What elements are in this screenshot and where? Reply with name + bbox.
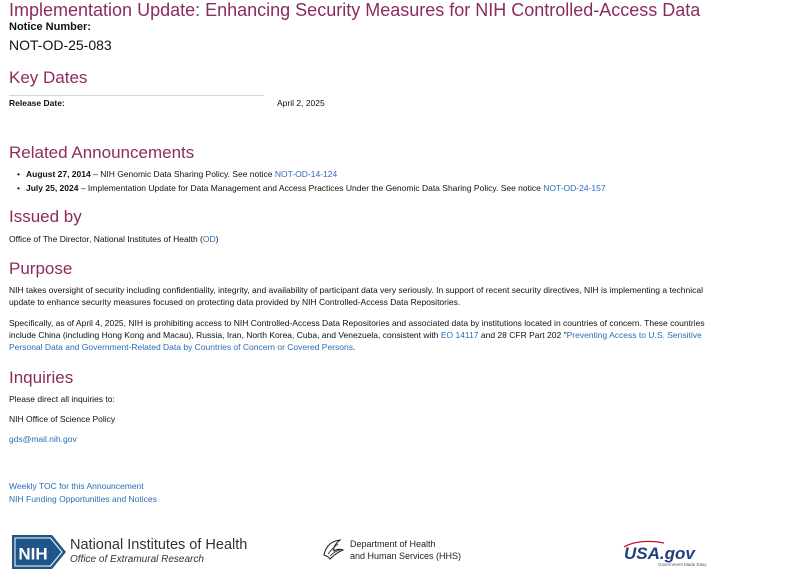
usa-gov-text: USA.gov xyxy=(624,544,695,563)
weekly-toc-link[interactable]: Weekly TOC for this Announcement xyxy=(9,481,144,491)
announcement-text: Implementation Update for Data Management and Access Practices Under the Genomic Data Sharing Policy. See notice xyxy=(87,183,544,193)
hhs-eagle-icon xyxy=(320,537,346,563)
paragraph-line: Specifically, as of April 4, 2025, NIH is prohibiting access to NIH Controlled-Access Data Repositories and associated data by institutions located in countries of concern. These countries xyxy=(9,318,705,328)
related-announcements-list xyxy=(26,167,606,195)
hhs-line-1: Department of Health xyxy=(350,539,436,549)
purpose-paragraph-2 xyxy=(9,317,705,353)
release-date-value: April 2, 2025 xyxy=(277,98,325,108)
issued-by-heading: Issued by xyxy=(9,207,82,226)
paragraph-line: update to enhance security measures focused on protecting data provided by NIH Controlled-Access Data Repositories. xyxy=(9,297,461,307)
inquiries-heading: Inquiries xyxy=(9,368,74,387)
paragraph-line: include China (including Hong Kong and Macau), Russia, Iran, North Korea, Cuba, and Venezuela, consistent with xyxy=(9,330,441,340)
cfr-link[interactable]: Preventing Access to U.S. Sensitive xyxy=(566,330,702,340)
issuer-text: Office of The Director, National Institutes of Health ( xyxy=(9,234,203,244)
announcement-date: July 25, 2024 xyxy=(26,183,79,193)
email-link[interactable]: gds@mail.nih.gov xyxy=(9,434,77,444)
usa-gov-tagline: Government Made Easy xyxy=(658,562,707,567)
paren-close: ) xyxy=(215,234,219,244)
separator: – xyxy=(78,183,88,193)
usa-gov-logo[interactable] xyxy=(620,538,712,568)
nih-name: National Institutes of Health xyxy=(70,537,248,553)
list-item xyxy=(26,181,606,195)
divider xyxy=(9,95,264,96)
purpose-paragraph-1 xyxy=(9,284,703,308)
release-date-label: Release Date: xyxy=(9,98,65,108)
notice-link[interactable]: NOT-OD-24-157 xyxy=(543,183,606,193)
separator: – xyxy=(90,169,101,179)
nih-logo[interactable] xyxy=(12,535,247,571)
funding-opportunities-link[interactable]: NIH Funding Opportunities and Notices xyxy=(9,494,157,504)
hhs-line-2: and Human Services (HHS) xyxy=(350,551,462,561)
inquiries-intro: Please direct all inquiries to: xyxy=(9,394,115,404)
eo-link[interactable]: EO 14117 xyxy=(440,330,479,340)
announcement-date: August 27, 2014 xyxy=(26,169,91,179)
paragraph-line: NIH takes oversight of security including confidentiality, integrity, and availability of participant data very seriously. In support of recent security directives, NIH is implementing a technical xyxy=(9,285,704,295)
hhs-logo[interactable] xyxy=(320,537,461,563)
list-item xyxy=(26,167,606,181)
notice-number-label: Notice Number: xyxy=(9,21,91,33)
notice-number-value: NOT-OD-25-083 xyxy=(9,37,112,53)
related-announcements-heading: Related Announcements xyxy=(9,143,195,162)
purpose-heading: Purpose xyxy=(9,259,73,278)
cfr-link-continued[interactable]: Personal Data and Government-Related Data by Countries of Concern or Covered Persons xyxy=(9,342,353,352)
issued-by-text xyxy=(9,233,218,245)
announcement-text: NIH Genomic Data Sharing Policy. See notice xyxy=(100,169,275,179)
nih-badge-text: NIH xyxy=(18,544,48,564)
key-dates-heading: Key Dates xyxy=(9,68,88,87)
page-title: Implementation Update: Enhancing Security Measures for NIH Controlled-Access Data xyxy=(9,0,701,20)
period: . xyxy=(352,342,356,352)
paragraph-text: and 28 CFR Part 202 " xyxy=(478,330,567,340)
nih-badge-icon xyxy=(12,535,66,569)
nih-office: Office of Extramural Research xyxy=(70,554,204,565)
notice-link[interactable]: NOT-OD-14-124 xyxy=(274,169,338,179)
od-link[interactable]: OD xyxy=(202,234,216,244)
inquiries-office: NIH Office of Science Policy xyxy=(9,414,116,424)
